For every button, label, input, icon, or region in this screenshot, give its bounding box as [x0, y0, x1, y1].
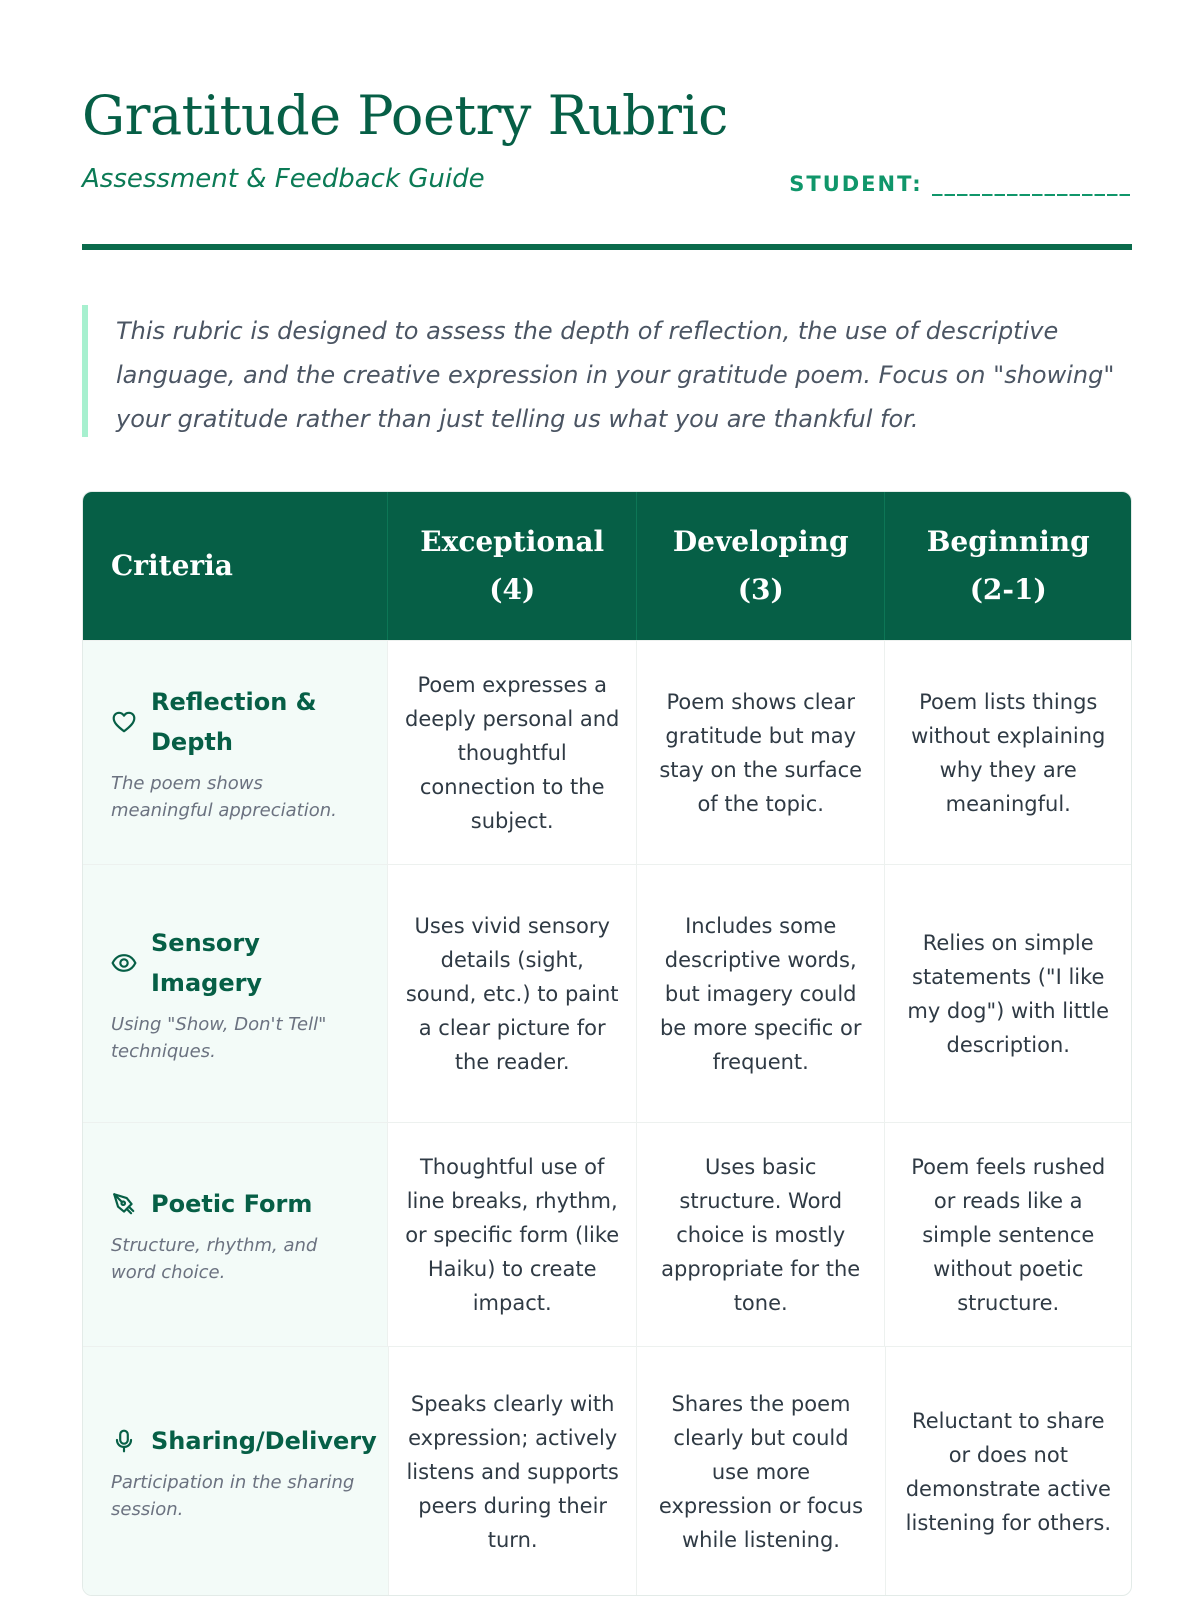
- rubric-table: [82, 491, 1132, 1596]
- developing-cell: Uses basic structure. Word choice is mostly appropriate for the tone.: [637, 1123, 886, 1346]
- header-exceptional-score: (4): [489, 573, 536, 606]
- beginning-cell: Relies on simple statements ("I like my dog") with little description.: [907, 930, 1110, 1057]
- header-exceptional: [388, 492, 637, 640]
- heart-icon: [111, 709, 137, 735]
- criteria-description: The poem shows meaningful appreciation.: [111, 772, 337, 821]
- intro-callout: [82, 305, 1132, 437]
- table-header-row: [83, 492, 1131, 640]
- table-row: [83, 1122, 1131, 1346]
- criteria-cell: [83, 1123, 388, 1346]
- criteria-title: Sharing/Delivery: [151, 1426, 377, 1455]
- page-title: Gratitude Poetry Rubric: [82, 84, 728, 147]
- criteria-cell: [83, 1347, 389, 1596]
- header-criteria: Criteria: [83, 492, 388, 640]
- exceptional-cell: Speaks clearly with expression; actively listens and supports peers during their turn.: [389, 1347, 637, 1596]
- criteria-description: Using "Show, Don't Tell" techniques.: [111, 1013, 327, 1062]
- criteria-title: Sensory Imagery: [151, 928, 263, 997]
- table-row: [83, 1346, 1131, 1596]
- header-developing-score: (3): [737, 573, 784, 606]
- exceptional-cell: Uses vivid sensory details (sight, sound, etc.) to paint a clear picture for the reader.: [388, 865, 637, 1122]
- beginning-cell: Reluctant to share or does not demonstrate active listening for others.: [905, 1408, 1111, 1535]
- page-header: [82, 84, 1132, 254]
- header-divider: [82, 244, 1132, 250]
- beginning-cell: Poem lists things without explaining why they are meaningful.: [911, 689, 1106, 816]
- criteria-description: Participation in the sharing session.: [111, 1471, 355, 1520]
- microphone-icon: [111, 1428, 137, 1454]
- criteria-title: Poetic Form: [151, 1189, 313, 1218]
- header-beginning: [885, 492, 1131, 640]
- page-subtitle: Assessment & Feedback Guide: [82, 164, 485, 194]
- developing-cell: Includes some descriptive words, but imagery could be more specific or frequent.: [637, 865, 886, 1122]
- header-beginning-score: (2-1): [969, 573, 1047, 606]
- developing-cell: Poem shows clear gratitude but may stay on the surface of the topic.: [637, 641, 886, 864]
- quill-icon: [111, 1191, 137, 1217]
- criteria-description: Structure, rhythm, and word choice.: [111, 1234, 318, 1283]
- header-developing-label: Developing: [672, 525, 849, 558]
- header-exceptional-label: Exceptional: [420, 525, 605, 558]
- student-name-field[interactable]: STUDENT: ________________: [789, 172, 1132, 196]
- exceptional-cell: Thoughtful use of line breaks, rhythm, or specific form (like Haiku) to create impact.: [388, 1123, 637, 1346]
- beginning-cell: Poem feels rushed or reads like a simple sentence without poetic structure.: [911, 1154, 1106, 1315]
- eye-icon: [111, 950, 137, 976]
- criteria-cell: [83, 865, 388, 1122]
- developing-cell: Shares the poem clearly but could use more expression or focus while listening.: [637, 1347, 885, 1596]
- exceptional-cell: Poem expresses a deeply personal and thoughtful connection to the subject.: [388, 641, 637, 864]
- intro-text: This rubric is designed to assess the depth of reflection, the use of descriptive language, and the creative expression in your gratitude poem. Focus on "showing" your gratitude rather than just telling us what you are thankful for.: [116, 317, 1115, 433]
- criteria-title: Reflection & Depth: [151, 687, 317, 756]
- criteria-cell: [83, 641, 388, 864]
- table-row: [83, 864, 1131, 1122]
- header-developing: [637, 492, 886, 640]
- header-beginning-label: Beginning: [926, 525, 1090, 558]
- table-row: [83, 640, 1131, 864]
